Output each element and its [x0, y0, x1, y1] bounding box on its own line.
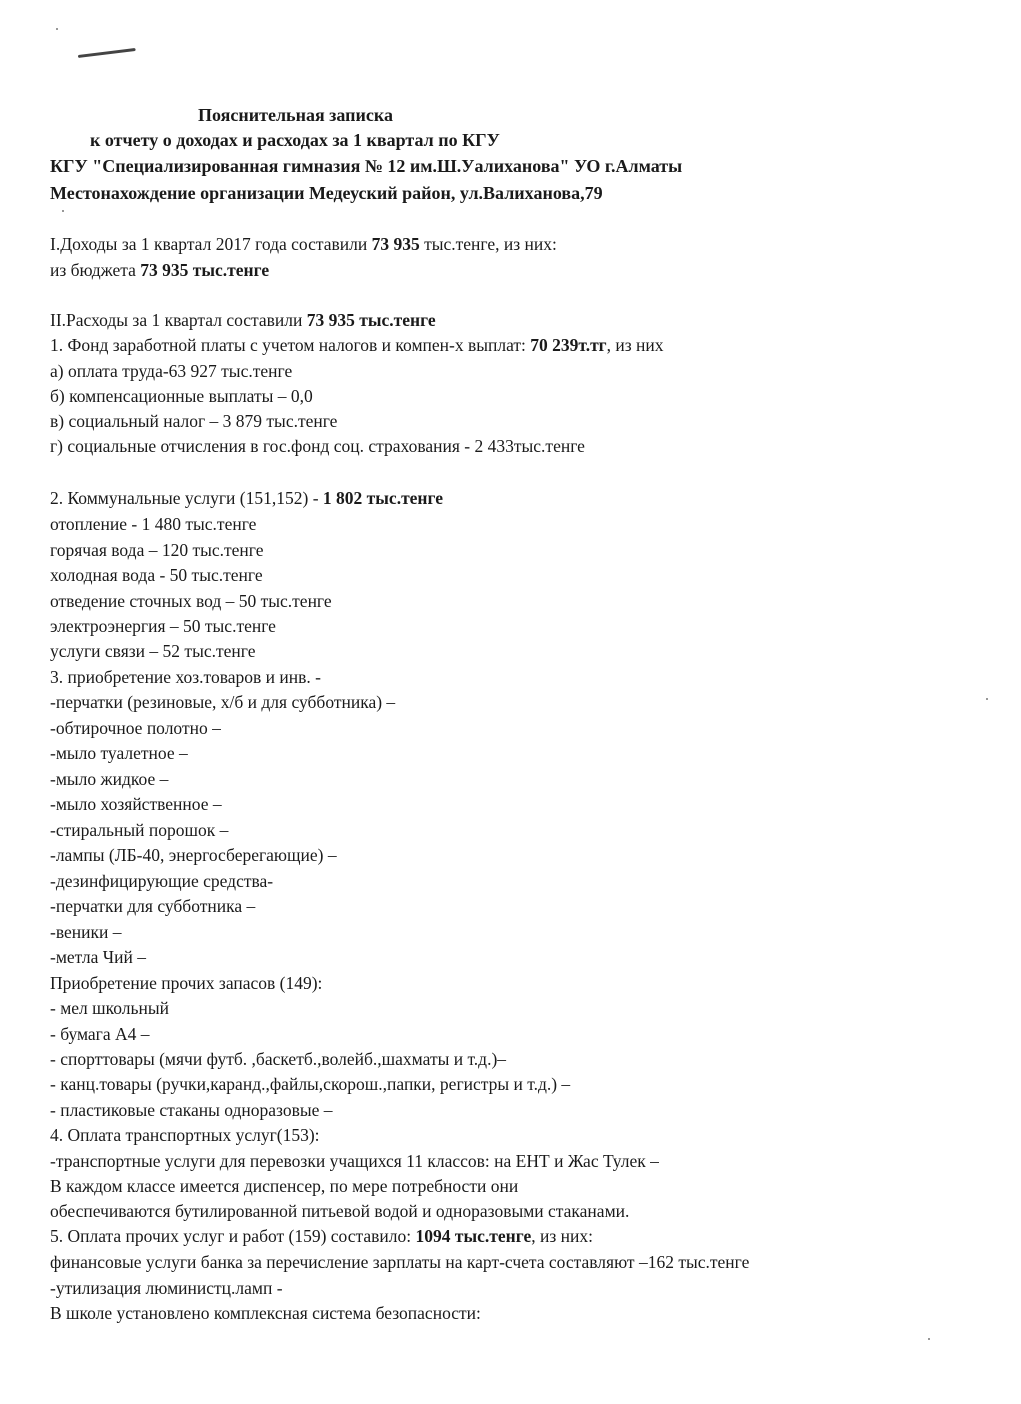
- payroll-item: а) оплата труда-63 927 тыс.тенге: [50, 361, 293, 381]
- other-supplies-item: - пластиковые стаканы одноразовые –: [50, 1100, 333, 1120]
- household-item: -стиральный порошок –: [50, 820, 229, 840]
- expenses-total-value: 73 935 тыс.тенге: [306, 310, 436, 330]
- household-item: -перчатки (резиновые, х/б и для субботника) –: [50, 692, 396, 712]
- scan-speck: [56, 28, 58, 30]
- household-item: -веники –: [50, 922, 122, 942]
- document-title: Пояснительная записка: [198, 105, 394, 125]
- payroll-item: б) компенсационные выплаты – 0,0: [50, 386, 313, 406]
- income-budget-value: 73 935 тыс.тенге: [140, 260, 270, 280]
- organization-location: Местонахождение организации Медеуский район, ул.Валиханова,79: [50, 183, 603, 203]
- utilities-heading: [50, 487, 443, 509]
- organization-name: КГУ "Специализированная гимназия № 12 им.Ш.Уалиханова" УО г.Алматы: [50, 156, 683, 176]
- income-total-value: 73 935: [371, 234, 420, 254]
- income-total-line: [50, 233, 557, 255]
- transport-item: обеспечиваются бутилированной питьевой водой и одноразовыми стаканами.: [50, 1201, 630, 1221]
- household-item: -обтирочное полотно –: [50, 718, 221, 738]
- payroll-heading: [50, 334, 664, 356]
- other-supplies-item: - мел школьный: [50, 998, 169, 1018]
- household-heading: 3. приобретение хоз.товаров и инв. -: [50, 667, 321, 687]
- services-prefix: 5. Оплата прочих услуг и работ (159) составило:: [50, 1226, 416, 1246]
- household-item: -мыло хозяйственное –: [50, 794, 222, 814]
- payroll-suffix: , из них: [606, 335, 664, 355]
- utilities-item: электроэнергия – 50 тыс.тенге: [50, 616, 276, 636]
- services-item: -утилизация люминистц.ламп -: [50, 1278, 283, 1298]
- expenses-total-line: [50, 309, 436, 331]
- payroll-value: 70 239т.тг: [530, 335, 607, 355]
- household-item: -мыло туалетное –: [50, 743, 188, 763]
- utilities-item: горячая вода – 120 тыс.тенге: [50, 540, 264, 560]
- transport-item: -транспортные услуги для перевозки учащихся 11 классов: на ЕНТ и Жас Тулек –: [50, 1151, 659, 1171]
- services-suffix: , из них:: [531, 1226, 593, 1246]
- household-item: -лампы (ЛБ-40, энергосберегающие) –: [50, 845, 337, 865]
- utilities-item: холодная вода - 50 тыс.тенге: [50, 565, 263, 585]
- payroll-item: г) социальные отчисления в гос.фонд соц. страхования - 2 433тыс.тенге: [50, 436, 585, 456]
- scan-speck: [62, 210, 64, 212]
- utilities-item: услуги связи – 52 тыс.тенге: [50, 641, 256, 661]
- utilities-item: отопление - 1 480 тыс.тенге: [50, 514, 257, 534]
- income-budget-line: [50, 259, 269, 281]
- household-item: -мыло жидкое –: [50, 769, 169, 789]
- income-total-prefix: I.Доходы за 1 квартал 2017 года составили: [50, 234, 372, 254]
- other-supplies-heading: Приобретение прочих запасов (149):: [50, 973, 323, 993]
- services-item: финансовые услуги банка за перечисление зарплаты на карт-счета составляют –162 тыс.тенге: [50, 1252, 750, 1272]
- utilities-value: 1 802 тыс.тенге: [322, 488, 444, 508]
- payroll-prefix: 1. Фонд заработной платы с учетом налогов и компен-х выплат:: [50, 335, 531, 355]
- other-supplies-item: - бумага А4 –: [50, 1024, 150, 1044]
- household-item: -метла Чий –: [50, 947, 146, 967]
- services-item: В школе установлено комплексная система безопасности:: [50, 1303, 481, 1323]
- household-item: -дезинфицирующие средства-: [50, 871, 274, 891]
- expenses-total-prefix: II.Расходы за 1 квартал составили: [50, 310, 307, 330]
- document-subtitle: к отчету о доходах и расходах за 1 квартал по КГУ: [90, 130, 500, 150]
- handwritten-dash-mark: [78, 48, 136, 58]
- household-item: -перчатки для субботника –: [50, 896, 256, 916]
- services-value: 1094 тыс.тенге: [415, 1226, 532, 1246]
- other-supplies-item: - спорттовары (мячи футб. ,баскетб.,волейб.,шахматы и т.д.)–: [50, 1049, 507, 1069]
- income-budget-prefix: из бюджета: [50, 260, 141, 280]
- payroll-item: в) социальный налог – 3 879 тыс.тенге: [50, 411, 338, 431]
- transport-heading: 4. Оплата транспортных услуг(153):: [50, 1125, 320, 1145]
- scan-speck: [928, 1338, 930, 1340]
- scan-speck: [986, 698, 988, 700]
- utilities-prefix: 2. Коммунальные услуги (151,152) -: [50, 488, 323, 508]
- transport-item: В каждом классе имеется диспенсер, по мере потребности они: [50, 1176, 519, 1196]
- other-supplies-item: - канц.товары (ручки,каранд.,файлы,скорош.,папки, регистры и т.д.) –: [50, 1074, 571, 1094]
- income-total-suffix: тыс.тенге, из них:: [419, 234, 557, 254]
- utilities-item: отведение сточных вод – 50 тыс.тенге: [50, 591, 332, 611]
- services-heading: [50, 1225, 593, 1247]
